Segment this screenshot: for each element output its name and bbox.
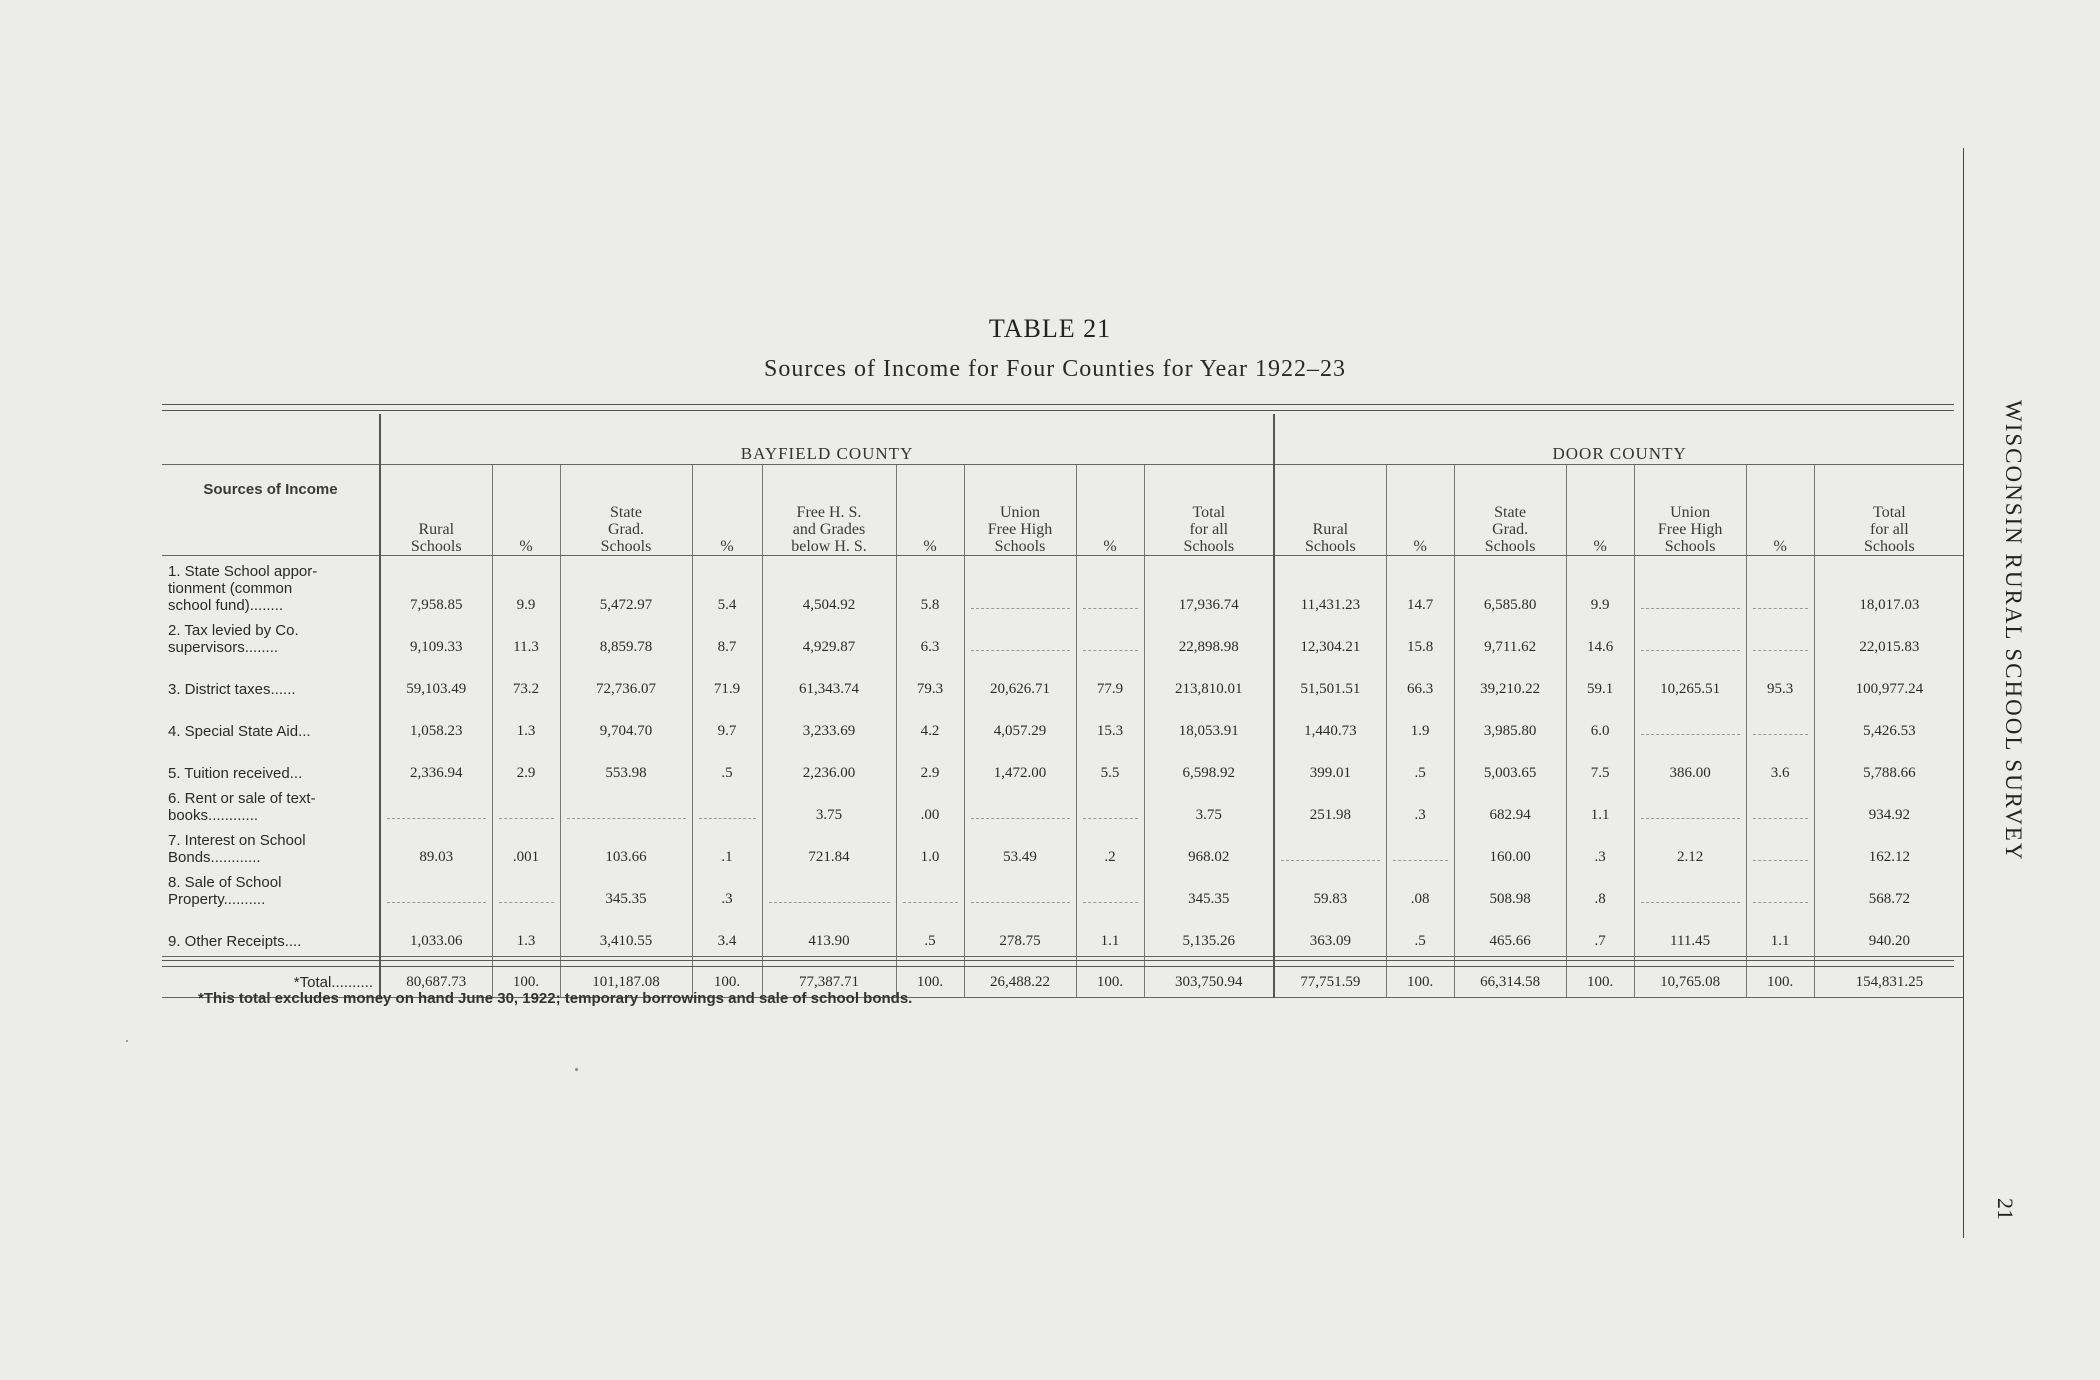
empty-cell-dashes (1083, 901, 1138, 903)
paper-speck (126, 1040, 128, 1042)
percent-cell: 100. (1566, 957, 1634, 998)
amount-cell: 1,058.23 (380, 704, 492, 746)
empty-cell-dashes (1641, 607, 1740, 609)
percent-cell: 100. (492, 957, 560, 998)
percent-cell: 1.0 (896, 830, 964, 872)
percent-cell: .5 (896, 914, 964, 957)
amount-cell (964, 872, 1076, 914)
amount-cell: 4,057.29 (964, 704, 1076, 746)
amount-cell: 363.09 (1274, 914, 1386, 957)
percent-cell: 59.1 (1566, 662, 1634, 704)
empty-cell-dashes (1641, 649, 1740, 651)
amount-cell: 59.83 (1274, 872, 1386, 914)
table-subtitle: Sources of Income for Four Counties for Year 1922–23 (764, 356, 1346, 382)
table-row (162, 620, 1964, 662)
amount-cell: 6,598.92 (1144, 746, 1274, 788)
table-row (162, 914, 1964, 957)
amount-cell: 2,336.94 (380, 746, 492, 788)
empty-cell-dashes (971, 607, 1070, 609)
percent-cell (1076, 788, 1144, 830)
percent-cell: .5 (1386, 746, 1454, 788)
col-header-bayfield-union (964, 465, 1076, 556)
col-header-door-total-line: for all (1870, 521, 1909, 538)
amount-cell: 940.20 (1814, 914, 1964, 957)
percent-cell: 71.9 (692, 662, 762, 704)
amount-cell (1634, 556, 1746, 621)
empty-cell-dashes (699, 817, 756, 819)
percent-cell: 5.4 (692, 556, 762, 621)
col-header-bayfield-total-line: Total (1192, 504, 1226, 521)
percent-cell: 15.3 (1076, 704, 1144, 746)
amount-cell: 2.12 (1634, 830, 1746, 872)
empty-cell-dashes (903, 901, 958, 903)
table-row (162, 704, 1964, 746)
col-header-door-total (1814, 465, 1964, 556)
col-header-door-total-line: Total (1873, 504, 1906, 521)
col-header-bayfield-rural-line: Rural (418, 521, 455, 538)
percent-cell: 100. (1076, 957, 1144, 998)
row-label-line: Property.......... (168, 891, 266, 908)
empty-cell-dashes (971, 817, 1070, 819)
amount-cell (560, 788, 692, 830)
percent-cell: 3.6 (1746, 746, 1814, 788)
amount-cell: 17,936.74 (1144, 556, 1274, 621)
percent-cell: 6.0 (1566, 704, 1634, 746)
amount-cell (380, 872, 492, 914)
col-header-bayfield-union-line: Free High (987, 521, 1053, 538)
amount-cell (1634, 872, 1746, 914)
empty-cell-dashes (1753, 859, 1808, 861)
percent-cell: 5.8 (896, 556, 964, 621)
amount-cell: 213,810.01 (1144, 662, 1274, 704)
row-label-line: books............ (168, 807, 259, 824)
percent-cell: 9.9 (1566, 556, 1634, 621)
row-label-line: 7. Interest on School (168, 832, 306, 849)
amount-cell (964, 556, 1076, 621)
percent-cell (692, 788, 762, 830)
percent-cell: .2 (1076, 830, 1144, 872)
col-header-bayfield-rural (380, 465, 492, 556)
col-header-pct: % (1566, 465, 1634, 556)
percent-cell: 11.3 (492, 620, 560, 662)
amount-cell: 5,472.97 (560, 556, 692, 621)
amount-cell (1634, 704, 1746, 746)
table-row (162, 746, 1964, 788)
amount-cell: 3.75 (1144, 788, 1274, 830)
footnote: *This total excludes money on hand June 30, 1922; temporary borrowings and sale of school bonds. (198, 990, 913, 1007)
percent-cell: .08 (1386, 872, 1454, 914)
row-label-line: 9. Other Receipts.... (168, 933, 302, 950)
col-header-door-state-grad-line: Grad. (1492, 521, 1529, 538)
amount-cell: 51,501.51 (1274, 662, 1386, 704)
empty-cell-dashes (1753, 649, 1808, 651)
row-label-line: 5. Tuition received... (168, 765, 303, 782)
col-header-bayfield-free-hs-line: Free H. S. (796, 504, 862, 521)
col-header-door-state-grad-line: State (1494, 504, 1527, 521)
col-header-door-state-grad-line: Schools (1484, 538, 1536, 555)
amount-cell: 111.45 (1634, 914, 1746, 957)
row-label (162, 872, 380, 914)
col-header-bayfield-state-grad-line: Schools (600, 538, 652, 555)
percent-cell (492, 788, 560, 830)
amount-cell: 18,053.91 (1144, 704, 1274, 746)
percent-cell: 100. (1746, 957, 1814, 998)
col-header-door-state-grad (1454, 465, 1566, 556)
amount-cell: 386.00 (1634, 746, 1746, 788)
percent-cell: 2.9 (492, 746, 560, 788)
empty-cell-dashes (1753, 901, 1808, 903)
percent-cell: 1.1 (1566, 788, 1634, 830)
empty-cell-dashes (1083, 649, 1138, 651)
percent-cell: 14.7 (1386, 556, 1454, 621)
percent-cell (1386, 830, 1454, 872)
empty-cell-dashes (1641, 817, 1740, 819)
amount-cell (964, 788, 1076, 830)
percent-cell: 4.2 (896, 704, 964, 746)
amount-cell: 568.72 (1814, 872, 1964, 914)
amount-cell (380, 788, 492, 830)
col-header-pct: % (1746, 465, 1814, 556)
row-label (162, 746, 380, 788)
row-label-line: tionment (common (168, 580, 293, 597)
empty-cell-dashes (387, 817, 486, 819)
empty-cell-dashes (387, 901, 486, 903)
amount-cell: 103.66 (560, 830, 692, 872)
row-label (162, 704, 380, 746)
margin-rule (1963, 148, 1964, 1238)
percent-cell: 15.8 (1386, 620, 1454, 662)
amount-cell: 12,304.21 (1274, 620, 1386, 662)
row-label-line: 3. District taxes...... (168, 681, 296, 698)
amount-cell: 1,440.73 (1274, 704, 1386, 746)
percent-cell (492, 872, 560, 914)
empty-cell-dashes (769, 901, 890, 903)
percent-cell (1746, 704, 1814, 746)
empty-cell-dashes (1753, 733, 1808, 735)
amount-cell: 11,431.23 (1274, 556, 1386, 621)
amount-cell: 2,236.00 (762, 746, 896, 788)
amount-cell (1634, 620, 1746, 662)
empty-cell-dashes (1753, 817, 1808, 819)
amount-cell (1274, 830, 1386, 872)
percent-cell (1746, 620, 1814, 662)
percent-cell (1746, 556, 1814, 621)
empty-cell-dashes (1641, 733, 1740, 735)
percent-cell (1076, 872, 1144, 914)
col-header-door-total-line: Schools (1864, 538, 1915, 555)
table-title: TABLE 21 (988, 314, 1112, 343)
percent-cell: .00 (896, 788, 964, 830)
amount-cell: 399.01 (1274, 746, 1386, 788)
percent-cell: .1 (692, 830, 762, 872)
top-double-rule (162, 404, 1954, 411)
empty-cell-dashes (1641, 901, 1740, 903)
row-label-line: 4. Special State Aid... (168, 723, 311, 740)
county-header-door: DOOR COUNTY (1274, 414, 1964, 465)
col-header-bayfield-union-line: Union (1000, 504, 1040, 521)
amount-cell: 160.00 (1454, 830, 1566, 872)
percent-cell: .3 (692, 872, 762, 914)
amount-cell: 22,015.83 (1814, 620, 1964, 662)
percent-cell: 5.5 (1076, 746, 1144, 788)
amount-cell: 77,751.59 (1274, 957, 1386, 998)
amount-cell: 3,410.55 (560, 914, 692, 957)
percent-cell: 1.1 (1076, 914, 1144, 957)
amount-cell: 101,187.08 (560, 957, 692, 998)
amount-cell: 9,704.70 (560, 704, 692, 746)
percent-cell (1076, 556, 1144, 621)
amount-cell: 413.90 (762, 914, 896, 957)
row-label-line: Bonds............ (168, 849, 261, 866)
amount-cell: 5,788.66 (1814, 746, 1964, 788)
amount-cell: 508.98 (1454, 872, 1566, 914)
row-label (162, 620, 380, 662)
percent-cell: 14.6 (1566, 620, 1634, 662)
percent-cell (896, 872, 964, 914)
col-header-pct: % (1386, 465, 1454, 556)
percent-cell: 66.3 (1386, 662, 1454, 704)
col-header-bayfield-union-line: Schools (994, 538, 1046, 555)
percent-cell: .3 (1566, 830, 1634, 872)
amount-cell: 154,831.25 (1814, 957, 1964, 998)
amount-cell: 26,488.22 (964, 957, 1076, 998)
bottom-double-rule (162, 960, 1954, 967)
percent-cell: 100. (1386, 957, 1454, 998)
percent-cell: .5 (1386, 914, 1454, 957)
col-header-pct: % (1076, 465, 1144, 556)
col-header-door-union-line: Schools (1664, 538, 1716, 555)
amount-cell: 553.98 (560, 746, 692, 788)
amount-cell (762, 872, 896, 914)
amount-cell: 251.98 (1274, 788, 1386, 830)
col-header-bayfield-rural-line: Schools (410, 538, 462, 555)
amount-cell: 6,585.80 (1454, 556, 1566, 621)
percent-cell: 3.4 (692, 914, 762, 957)
amount-cell: 3.75 (762, 788, 896, 830)
income-table-body (162, 556, 1964, 998)
row-label-line: *Total.......... (293, 974, 373, 991)
empty-cell-dashes (567, 817, 686, 819)
col-header-door-rural-line: Schools (1305, 538, 1356, 555)
row-label-line: 2. Tax levied by Co. (168, 622, 299, 639)
row-label-line: supervisors........ (168, 639, 279, 656)
amount-cell: 5,426.53 (1814, 704, 1964, 746)
amount-cell: 7,958.85 (380, 556, 492, 621)
col-header-door-union-line: Free High (1657, 521, 1723, 538)
percent-cell: 8.7 (692, 620, 762, 662)
amount-cell: 3,233.69 (762, 704, 896, 746)
percent-cell: .8 (1566, 872, 1634, 914)
amount-cell: 162.12 (1814, 830, 1964, 872)
row-label (162, 556, 380, 621)
row-label (162, 662, 380, 704)
amount-cell: 89.03 (380, 830, 492, 872)
col-header-pct: % (692, 465, 762, 556)
amount-cell: 1,472.00 (964, 746, 1076, 788)
col-header-bayfield-free-hs-line: and Grades (792, 521, 866, 538)
row-label (162, 788, 380, 830)
empty-cell-dashes (1083, 607, 1138, 609)
income-table (162, 414, 1964, 998)
income-table-wrap (162, 414, 1954, 998)
amount-cell: 968.02 (1144, 830, 1274, 872)
empty-cell-dashes (1393, 859, 1448, 861)
percent-cell: 6.3 (896, 620, 964, 662)
amount-cell: 77,387.71 (762, 957, 896, 998)
amount-cell: 1,033.06 (380, 914, 492, 957)
table-row (162, 872, 1964, 914)
amount-cell: 682.94 (1454, 788, 1566, 830)
percent-cell (1746, 872, 1814, 914)
running-header: WISCONSIN RURAL SCHOOL SURVEY (2001, 400, 2026, 862)
col-header-door-rural-line: Rural (1312, 521, 1349, 538)
percent-cell: .7 (1566, 914, 1634, 957)
col-header-bayfield-total (1144, 465, 1274, 556)
row-label (162, 830, 380, 872)
row-label-line: 6. Rent or sale of text- (168, 790, 316, 807)
percent-cell (1746, 788, 1814, 830)
table-row (162, 662, 1964, 704)
row-label (162, 914, 380, 957)
percent-cell: 100. (896, 957, 964, 998)
col-header-bayfield-free-hs (762, 465, 896, 556)
empty-cell-dashes (1083, 817, 1138, 819)
percent-cell: 100. (692, 957, 762, 998)
col-header-pct: % (492, 465, 560, 556)
amount-cell: 18,017.03 (1814, 556, 1964, 621)
percent-cell: .5 (692, 746, 762, 788)
percent-cell: 9.7 (692, 704, 762, 746)
empty-cell-dashes (971, 901, 1070, 903)
col-header-bayfield-state-grad-line: Grad. (608, 521, 644, 538)
amount-cell: 278.75 (964, 914, 1076, 957)
percent-cell: 9.9 (492, 556, 560, 621)
percent-cell (1076, 620, 1144, 662)
amount-cell: 4,929.87 (762, 620, 896, 662)
empty-cell-dashes (1281, 859, 1380, 861)
column-header-row (162, 465, 1964, 556)
amount-cell: 5,135.26 (1144, 914, 1274, 957)
percent-cell: 77.9 (1076, 662, 1144, 704)
paper-speck (575, 1068, 578, 1071)
amount-cell: 39,210.22 (1454, 662, 1566, 704)
col-header-bayfield-free-hs-line: below H. S. (791, 538, 867, 555)
table-row (162, 788, 1964, 830)
percent-cell: 1.3 (492, 914, 560, 957)
percent-cell: 1.3 (492, 704, 560, 746)
amount-cell: 345.35 (560, 872, 692, 914)
amount-cell: 10,765.08 (1634, 957, 1746, 998)
percent-cell: .001 (492, 830, 560, 872)
amount-cell: 10,265.51 (1634, 662, 1746, 704)
amount-cell: 345.35 (1144, 872, 1274, 914)
percent-cell: .3 (1386, 788, 1454, 830)
percent-cell: 95.3 (1746, 662, 1814, 704)
col-header-bayfield-total-line: for all (1189, 521, 1229, 538)
percent-cell: 2.9 (896, 746, 964, 788)
table-row (162, 830, 1964, 872)
empty-cell-dashes (499, 901, 554, 903)
col-header-door-union-line: Union (1670, 504, 1711, 521)
amount-cell: 3,985.80 (1454, 704, 1566, 746)
amount-cell (1634, 788, 1746, 830)
amount-cell: 80,687.73 (380, 957, 492, 998)
empty-cell-dashes (1753, 607, 1808, 609)
amount-cell: 53.49 (964, 830, 1076, 872)
amount-cell: 9,109.33 (380, 620, 492, 662)
empty-cell-dashes (971, 649, 1070, 651)
col-header-bayfield-state-grad-line: State (610, 504, 642, 521)
page-number: 21 (1993, 1198, 2018, 1220)
amount-cell: 8,859.78 (560, 620, 692, 662)
amount-cell: 72,736.07 (560, 662, 692, 704)
percent-cell: 1.9 (1386, 704, 1454, 746)
amount-cell: 61,343.74 (762, 662, 896, 704)
col-header-door-union (1634, 465, 1746, 556)
percent-cell: 73.2 (492, 662, 560, 704)
col-header-bayfield-state-grad (560, 465, 692, 556)
amount-cell: 22,898.98 (1144, 620, 1274, 662)
amount-cell (964, 620, 1076, 662)
amount-cell: 5,003.65 (1454, 746, 1566, 788)
row-label-line: 8. Sale of School (168, 874, 282, 891)
col-header-bayfield-total-line: Schools (1183, 538, 1235, 555)
table-row (162, 556, 1964, 621)
percent-cell: 7.5 (1566, 746, 1634, 788)
row-label-line: 1. State School appor- (168, 563, 318, 580)
percent-cell (1746, 830, 1814, 872)
amount-cell: 59,103.49 (380, 662, 492, 704)
amount-cell: 66,314.58 (1454, 957, 1566, 998)
amount-cell: 465.66 (1454, 914, 1566, 957)
percent-cell: 1.1 (1746, 914, 1814, 957)
percent-cell: 79.3 (896, 662, 964, 704)
row-label-line: school fund)........ (168, 597, 284, 614)
amount-cell: 20,626.71 (964, 662, 1076, 704)
amount-cell: 303,750.94 (1144, 957, 1274, 998)
amount-cell: 721.84 (762, 830, 896, 872)
col-header-pct: % (896, 465, 964, 556)
amount-cell: 9,711.62 (1454, 620, 1566, 662)
col-header-sources: Sources of Income (162, 465, 380, 556)
amount-cell: 4,504.92 (762, 556, 896, 621)
empty-cell-dashes (499, 817, 554, 819)
amount-cell: 100,977.24 (1814, 662, 1964, 704)
col-header-door-rural (1274, 465, 1386, 556)
amount-cell: 934.92 (1814, 788, 1964, 830)
county-header-bayfield: BAYFIELD COUNTY (380, 414, 1274, 465)
